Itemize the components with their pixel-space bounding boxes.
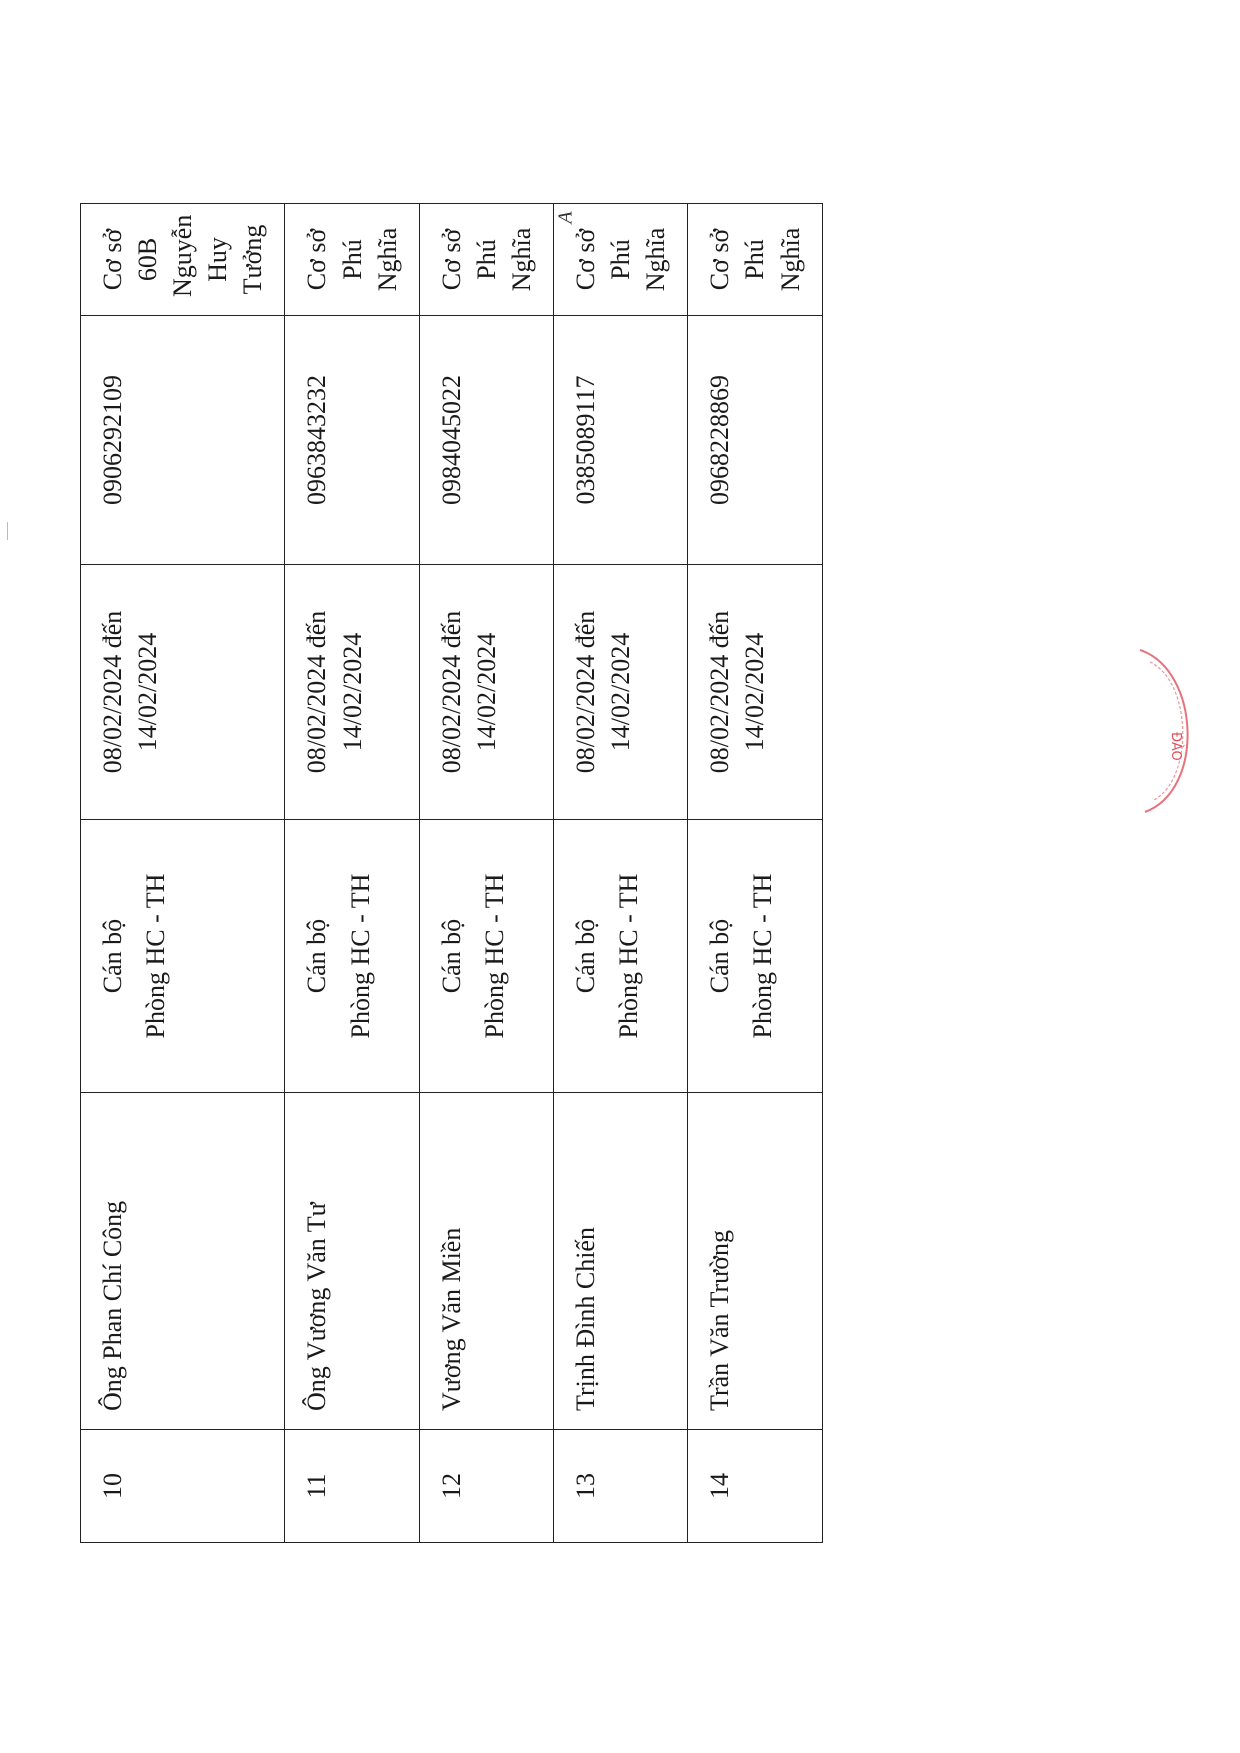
red-seal-stamp: [1130, 640, 1210, 820]
table-row: [688, 204, 822, 1543]
position-department: Phòng HC - TH: [479, 873, 509, 1039]
row-number: 10: [81, 1430, 285, 1543]
duty-location: Cơ sở 60B Nguyễn Huy Tưởng: [81, 204, 285, 316]
position-title: Cán bộ: [571, 918, 601, 994]
position-title: Cán bộ: [436, 918, 466, 994]
table-row: [285, 204, 419, 1543]
duty-period: 08/02/2024 đến 14/02/2024: [554, 565, 688, 820]
phone-number: 0984045022: [419, 316, 553, 565]
rotated-table-container: [80, 203, 805, 1543]
position-department: Phòng HC - TH: [141, 873, 171, 1039]
staff-roster-table: [80, 203, 823, 1543]
staff-name: Ông Vương Văn Tư: [285, 1093, 419, 1430]
seal-text: ĐÀO: [1168, 732, 1183, 761]
row-number: 11: [285, 1430, 419, 1543]
position-title: Cán bộ: [98, 918, 127, 994]
duty-location: Cơ sở Phú Nghĩa: [554, 204, 688, 316]
staff-name: Trần Văn Trường: [688, 1093, 822, 1430]
duty-location: Cơ sở Phú Nghĩa: [688, 204, 822, 316]
staff-name: Trịnh Đình Chiến: [554, 1093, 688, 1430]
table-row: [81, 204, 285, 1543]
staff-position: [554, 820, 688, 1093]
duty-period: 08/02/2024 đến 14/02/2024: [688, 565, 822, 820]
phone-number: 0906292109: [81, 316, 285, 565]
table-row: [554, 204, 688, 1543]
row-number: 14: [688, 1430, 822, 1543]
position-department: Phòng HC - TH: [345, 873, 375, 1039]
staff-position: [688, 820, 822, 1093]
phone-number: 0963843232: [285, 316, 419, 565]
staff-name: Ông Phan Chí Công: [81, 1093, 285, 1430]
row-number: 13: [554, 1430, 688, 1543]
position-title: Cán bộ: [302, 918, 332, 994]
table-row: [419, 204, 553, 1543]
duty-period: 08/02/2024 đến 14/02/2024: [419, 565, 553, 820]
phone-number: 0968228869: [688, 316, 822, 565]
duty-location: Cơ sở Phú Nghĩa: [419, 204, 553, 316]
position-title: Cán bộ: [705, 918, 735, 994]
staff-name: Vương Văn Miền: [419, 1093, 553, 1430]
handwritten-initials: A: [554, 211, 577, 224]
staff-position: [419, 820, 553, 1093]
duty-location: Cơ sở Phú Nghĩa: [285, 204, 419, 316]
staff-position: [285, 820, 419, 1093]
position-department: Phòng HC - TH: [614, 873, 644, 1039]
staff-position: [81, 820, 285, 1093]
position-department: Phòng HC - TH: [748, 873, 778, 1039]
duty-period: 08/02/2024 đến 14/02/2024: [285, 565, 419, 820]
duty-period: 08/02/2024 đến 14/02/2024: [81, 565, 285, 820]
margin-tick: [7, 522, 8, 540]
phone-number: 0385089117: [554, 316, 688, 565]
row-number: 12: [419, 1430, 553, 1543]
